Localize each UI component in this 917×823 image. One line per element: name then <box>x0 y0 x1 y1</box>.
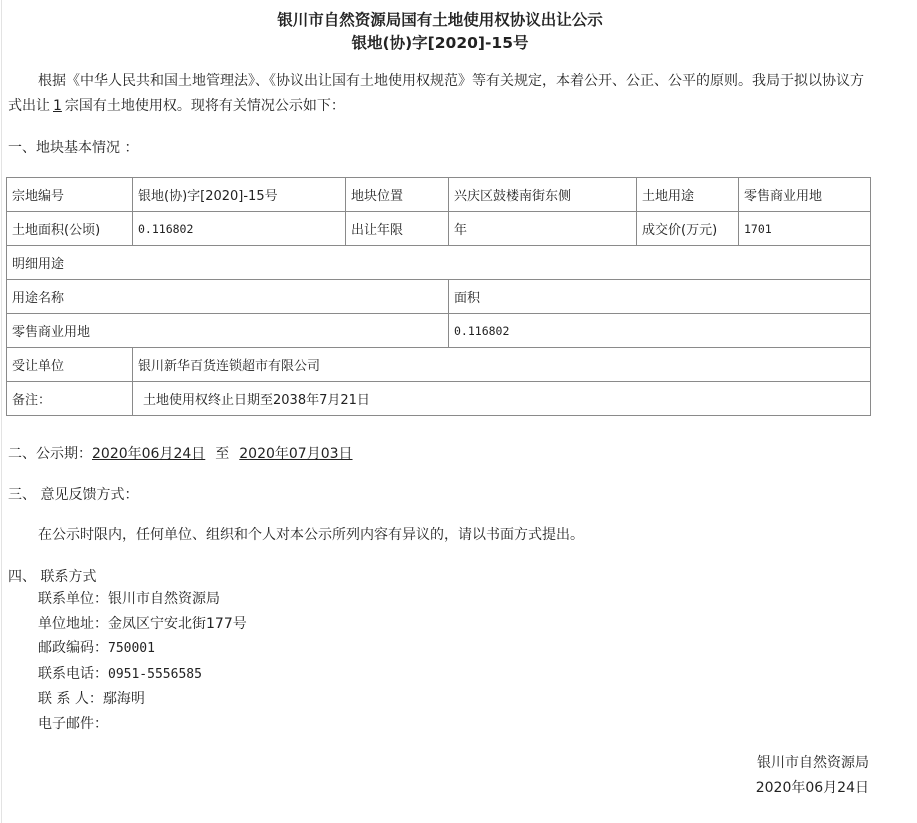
table-row <box>7 348 871 382</box>
contact-email-row <box>38 712 247 737</box>
assignee-label: 受让单位 <box>7 348 133 382</box>
contact-address-row <box>38 612 247 637</box>
term-label: 出让年限 <box>346 212 449 246</box>
parcel-id-value: 银地(协)字[2020]-15号 <box>133 178 346 212</box>
contact-person-value: 鄢海明 <box>102 691 145 707</box>
table-row <box>7 314 871 348</box>
publicity-start-date: 2020年06月24日 <box>92 446 206 462</box>
intro-paragraph <box>8 69 868 119</box>
parcel-count: 1 <box>53 98 62 114</box>
contact-address-value: 金凤区宁安北街177号 <box>108 615 247 632</box>
land-use-value: 零售商业用地 <box>739 178 871 212</box>
contact-person-label: 联 系 人： <box>38 691 103 707</box>
feedback-text: 在公示时限内，任何单位、组织和个人对本公示所列内容有异议的，请以书面方式提出。 <box>38 527 584 543</box>
contact-unit-label: 联系单位： <box>38 591 108 607</box>
use-name-header: 用途名称 <box>7 280 449 314</box>
signature-org: 银川市自然资源局 <box>757 755 869 771</box>
land-area-label: 土地面积(公顷) <box>7 212 133 246</box>
remark-value: 土地使用权终止日期至2038年7月21日 <box>133 382 871 416</box>
signature-date: 2020年06月24日 <box>755 780 869 796</box>
price-value: 1701 <box>739 212 871 246</box>
contact-phone-row <box>38 662 247 688</box>
contact-phone-value: 0951-5556585 <box>108 666 202 682</box>
contact-email-label: 电子邮件： <box>38 715 108 732</box>
section-2-heading: 二、公示期： <box>8 446 92 462</box>
contact-postcode-value: 750001 <box>108 641 155 656</box>
date-separator: 至 <box>215 446 230 462</box>
contact-unit-value: 银川市自然资源局 <box>108 591 220 607</box>
publicity-end-date: 2020年07月03日 <box>239 446 353 462</box>
detail-use-area: 0.116802 <box>449 314 871 348</box>
section-1-heading: 一、地块基本情况 ： <box>8 140 139 156</box>
section-3-heading: 三、 意见反馈方式： <box>8 487 139 503</box>
detail-use-heading: 明细用途 <box>7 246 871 280</box>
land-area-value: 0.116802 <box>133 212 346 246</box>
section-2 <box>8 443 353 463</box>
table-row <box>7 280 871 314</box>
parcel-id-label: 宗地编号 <box>7 178 133 212</box>
contact-block <box>38 587 247 736</box>
table-row <box>7 212 871 246</box>
contact-address-label: 单位地址： <box>38 615 108 632</box>
detail-use-name: 零售商业用地 <box>7 314 449 348</box>
price-label: 成交价(万元) <box>637 212 739 246</box>
table-row <box>7 178 871 212</box>
contact-postcode-label: 邮政编码： <box>38 640 108 656</box>
term-value: 年 <box>449 212 637 246</box>
area-header: 面积 <box>449 280 871 314</box>
document-number: 银地(协)字[2020]-15号 <box>351 34 529 52</box>
remark-label: 备注： <box>7 382 133 416</box>
parcel-info-table <box>6 177 871 416</box>
notice-title: 银川市自然资源局国有土地使用权协议出让公示 <box>277 11 603 29</box>
page-left-border <box>1 0 2 823</box>
contact-phone-label: 联系电话： <box>38 665 108 682</box>
land-use-label: 土地用途 <box>637 178 739 212</box>
assignee-value: 银川新华百货连锁超市有限公司 <box>133 348 871 382</box>
location-label: 地块位置 <box>346 178 449 212</box>
contact-person-row <box>38 687 247 712</box>
contact-unit-row <box>38 587 247 612</box>
intro-text-after: 宗国有土地使用权。现将有关情况公示如下： <box>64 98 345 114</box>
table-row <box>7 382 871 416</box>
contact-postcode-row <box>38 636 247 662</box>
location-value: 兴庆区鼓楼南街东侧 <box>449 178 637 212</box>
table-row <box>7 246 871 280</box>
section-4-heading: 四、 联系方式 <box>8 569 97 585</box>
intro-text-before: 根据《中华人民共和国土地管理法》、《协议出让国有土地使用权规范》等有关规定，本着公开、公正、公平的原则。我局于拟以协议方式出让 <box>8 73 864 114</box>
